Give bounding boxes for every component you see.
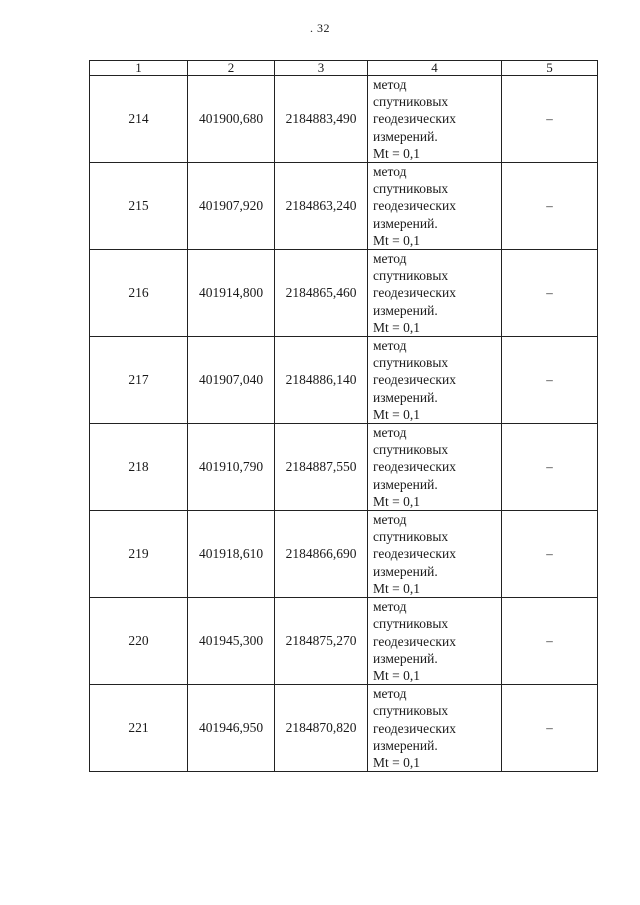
note-cell: – [502,685,598,772]
point-number-cell: 221 [90,685,188,772]
note-cell: – [502,424,598,511]
table-row [90,598,598,685]
column-header: 2 [188,61,275,76]
point-number-cell: 218 [90,424,188,511]
method-cell [368,685,502,772]
method-line: спутниковых [373,355,449,371]
method-line: измерений. [373,650,438,666]
note-cell: – [502,250,598,337]
y-coordinate-cell: 2184886,140 [275,337,368,424]
coordinates-table [89,60,598,772]
method-cell [368,424,502,511]
method-line: спутниковых [373,268,449,284]
method-line: Mt = 0,1 [373,319,420,335]
method-line: спутниковых [373,442,449,458]
table-body [90,76,598,772]
method-cell [368,511,502,598]
y-coordinate-cell: 2184883,490 [275,76,368,163]
y-coordinate-cell: 2184870,820 [275,685,368,772]
method-line: геодезических [373,111,456,127]
method-cell [368,250,502,337]
method-line: метод [373,686,407,702]
point-number-cell: 215 [90,163,188,250]
x-coordinate-cell: 401918,610 [188,511,275,598]
x-coordinate-cell: 401907,920 [188,163,275,250]
method-line: геодезических [373,459,456,475]
method-cell [368,598,502,685]
table-row [90,337,598,424]
table-row [90,511,598,598]
method-line: метод [373,251,407,267]
y-coordinate-cell: 2184875,270 [275,598,368,685]
point-number-cell: 214 [90,76,188,163]
method-line: спутниковых [373,703,449,719]
method-cell [368,163,502,250]
note-cell: – [502,163,598,250]
x-coordinate-cell: 401900,680 [188,76,275,163]
column-header: 5 [502,61,598,76]
y-coordinate-cell: 2184887,550 [275,424,368,511]
method-cell [368,337,502,424]
method-line: геодезических [373,546,456,562]
method-line: геодезических [373,198,456,214]
method-line: метод [373,599,407,615]
point-number-cell: 216 [90,250,188,337]
page-number: . 32 [310,21,330,35]
method-cell [368,76,502,163]
method-line: спутниковых [373,529,449,545]
note-cell: – [502,76,598,163]
table-row [90,163,598,250]
method-line: измерений. [373,737,438,753]
point-number-cell: 220 [90,598,188,685]
point-number-cell: 217 [90,337,188,424]
method-line: метод [373,164,407,180]
method-line: Mt = 0,1 [373,145,420,161]
column-header: 3 [275,61,368,76]
method-line: метод [373,512,407,528]
method-line: Mt = 0,1 [373,754,420,770]
method-line: метод [373,338,407,354]
y-coordinate-cell: 2184865,460 [275,250,368,337]
method-line: геодезических [373,372,456,388]
x-coordinate-cell: 401910,790 [188,424,275,511]
y-coordinate-cell: 2184863,240 [275,163,368,250]
method-line: измерений. [373,128,438,144]
table-row [90,250,598,337]
method-line: геодезических [373,720,456,736]
method-line: измерений. [373,302,438,318]
table-row [90,76,598,163]
table-row [90,685,598,772]
method-line: геодезических [373,285,456,301]
method-line: спутниковых [373,94,449,110]
note-cell: – [502,511,598,598]
method-line: Mt = 0,1 [373,667,420,683]
note-cell: – [502,598,598,685]
x-coordinate-cell: 401945,300 [188,598,275,685]
x-coordinate-cell: 401907,040 [188,337,275,424]
y-coordinate-cell: 2184866,690 [275,511,368,598]
x-coordinate-cell: 401914,800 [188,250,275,337]
method-line: спутниковых [373,181,449,197]
method-line: Mt = 0,1 [373,232,420,248]
note-cell: – [502,337,598,424]
method-line: Mt = 0,1 [373,580,420,596]
table-header-row [90,61,598,76]
column-header: 1 [90,61,188,76]
method-line: метод [373,425,407,441]
method-line: Mt = 0,1 [373,406,420,422]
method-line: метод [373,77,407,92]
column-header: 4 [368,61,502,76]
method-line: Mt = 0,1 [373,493,420,509]
method-line: измерений. [373,563,438,579]
method-line: измерений. [373,215,438,231]
x-coordinate-cell: 401946,950 [188,685,275,772]
method-line: спутниковых [373,616,449,632]
point-number-cell: 219 [90,511,188,598]
method-line: измерений. [373,389,438,405]
table-row [90,424,598,511]
method-line: геодезических [373,633,456,649]
method-line: измерений. [373,476,438,492]
